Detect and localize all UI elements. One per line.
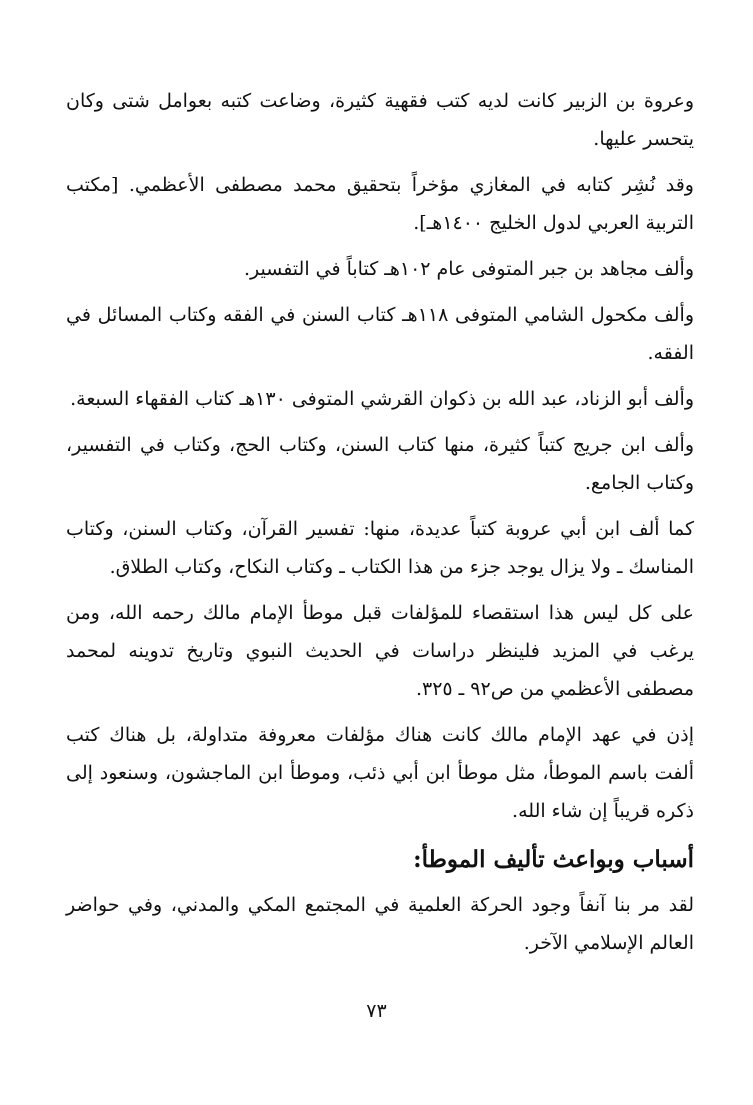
paragraph: إذن في عهد الإمام مالك كانت هناك مؤلفات معروفة متداولة، بل هناك كتب ألفت باسم الموطأ، مثل موطأ ابن أبي ذئب، وموطأ ابن الماجشون، وسنعود إلى ذكره قريباً إن شاء الله. [66, 724, 694, 822]
page-number: ٧٣ [366, 1000, 387, 1022]
paragraph: وألف أبو الزناد، عبد الله بن ذكوان القرشي المتوفى ١٣٠هـ كتاب الفقهاء السبعة. [70, 388, 694, 410]
paragraph: وألف مجاهد بن جبر المتوفى عام ١٠٢هـ كتاباً في التفسير. [243, 258, 694, 280]
paragraph: وألف ابن جريج كتباً كثيرة، منها كتاب السنن، وكتاب الحج، وكتاب في التفسير، وكتاب الجامع. [66, 434, 694, 494]
section-heading: أسباب وبواعث تأليف الموطأ: [413, 846, 694, 873]
paragraph: على كل ليس هذا استقصاء للمؤلفات قبل موطأ الإمام مالك رحمه الله، ومن يرغب في المزيد فلينظر دراسات في الحديث النبوي وتاريخ تدوينه لمحمد مصطفى الأعظمي من ص٩٢ ـ ٣٢٥. [66, 602, 694, 700]
section-paragraph: لقد مر بنا آنفاً وجود الحركة العلمية في المجتمع المكي والمدني، وفي حواضر العالم الإسلامي الآخر. [66, 894, 694, 954]
paragraph: وعروة بن الزبير كانت لديه كتب فقهية كثيرة، وضاعت كتبه بعوامل شتى وكان يتحسر عليها. [66, 90, 694, 150]
paragraph: وألف مكحول الشامي المتوفى ١١٨هـ كتاب السنن في الفقه وكتاب المسائل في الفقه. [66, 304, 695, 364]
paragraph: وقد نُشِر كتابه في المغازي مؤخراً بتحقيق محمد مصطفى الأعظمي. [مكتب التربية العربي لدول الخليج ١٤٠٠هـ]. [66, 174, 694, 234]
page-body [66, 82, 694, 970]
paragraph: كما ألف ابن أبي عروبة كتباً عديدة، منها: تفسير القرآن، وكتاب السنن، وكتاب المناسك ـ ولا يزال يوجد جزء من هذا الكتاب ـ وكتاب النكاح، وكتاب الطلاق. [66, 518, 694, 578]
